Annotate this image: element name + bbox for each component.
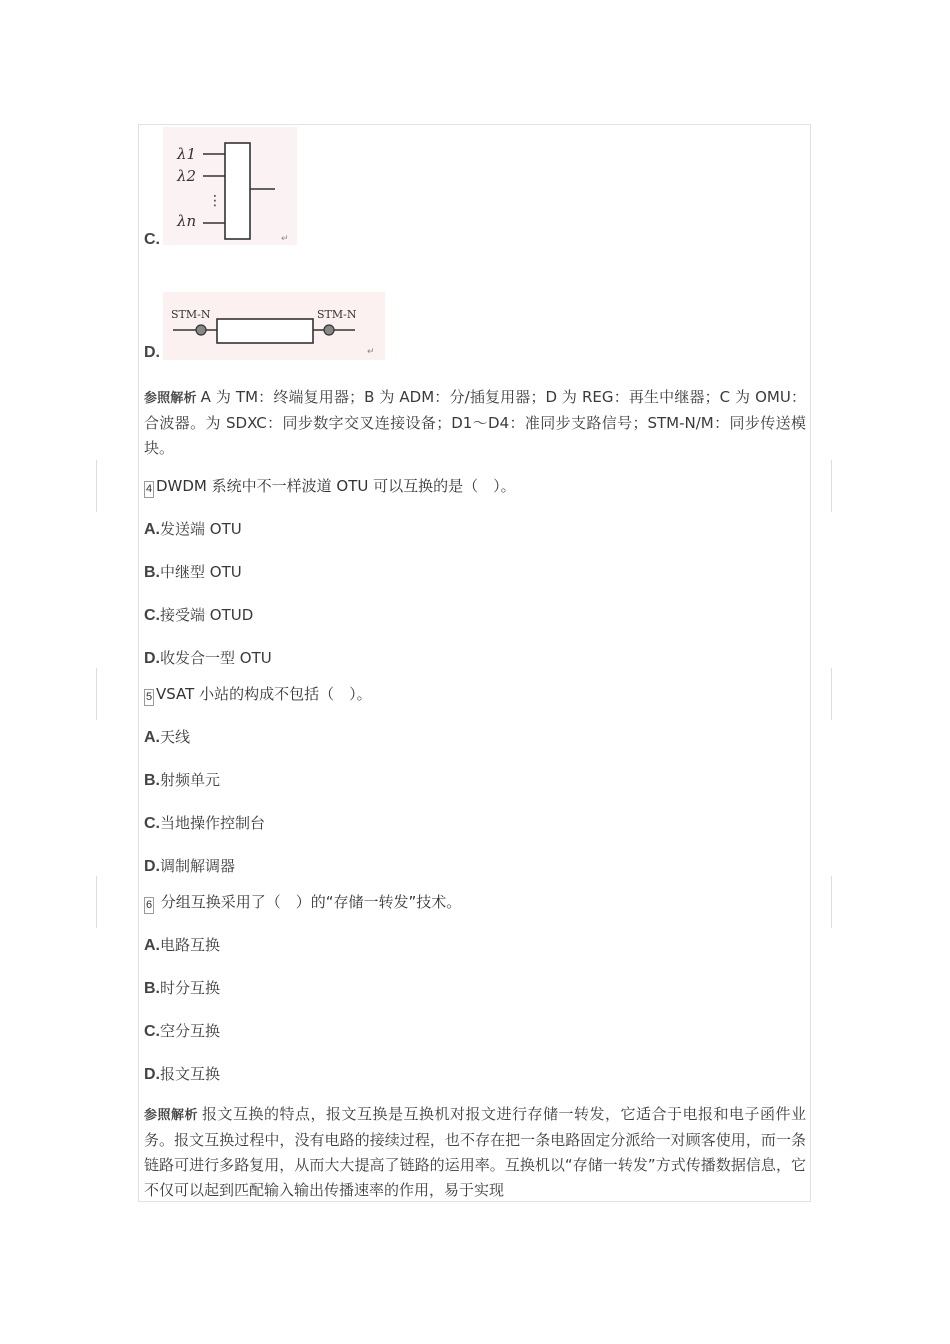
question-text: DWDM 系统中不一样波道 OTU 可以互换的是（ ）。 <box>156 477 516 495</box>
option-d-letter: D. <box>144 344 160 361</box>
explanation-label: 参照解析 <box>144 1108 198 1123</box>
q4-option-c[interactable]: C.接受端 OTUD <box>144 606 254 624</box>
vertical-dots: ⋮ <box>208 193 222 209</box>
side-mark <box>831 460 832 512</box>
side-mark <box>831 668 832 720</box>
side-mark <box>96 668 97 720</box>
q6-option-a[interactable]: A.电路互换 <box>144 936 221 954</box>
q5-option-d[interactable]: D.调制解调器 <box>144 857 236 875</box>
return-mark-icon: ↵ <box>281 234 289 244</box>
question-number: 6 <box>144 897 154 914</box>
q6-option-c[interactable]: C.空分互换 <box>144 1022 221 1040</box>
explanation-text: 报文互换的特点，报文互换是互换机对报文进行存储一转发，它适合于电报和电子函件业务。报文互换过程中，没有电路的接续过程，也不存在把一条电路固定分派给一对顾客使用，而一条链路可进行多路复用，从而大大提高了链路的运用率。互换机以“存储一转发”方式传播数据信息，它不仅可以起到匹配输入输出传播速率的作用，易于实现 <box>144 1105 806 1199</box>
question-text: VSAT 小站的构成不包括（ ）。 <box>156 685 372 703</box>
question-4 <box>144 475 516 498</box>
stm-n-left-label: STM-N <box>171 308 211 321</box>
option-c-letter: C. <box>144 231 160 248</box>
stm-n-right-label: STM-N <box>317 308 357 321</box>
lambda-2-label: λ2 <box>177 167 197 185</box>
lambda-1-label: λ1 <box>177 145 197 163</box>
return-mark-icon: ↵ <box>367 347 375 357</box>
q6-option-b[interactable]: B.时分互换 <box>144 979 221 997</box>
explanation-2 <box>144 1102 806 1200</box>
explanation-1 <box>144 385 806 461</box>
q4-option-d[interactable]: D.收发合一型 OTU <box>144 649 272 667</box>
question-6 <box>144 891 461 914</box>
question-number: 5 <box>144 689 154 706</box>
side-mark <box>96 460 97 512</box>
explanation-text: A 为 TM：终端复用器；B 为 ADM：分/插复用器；D 为 REG：再生中继器；C 为 OMU：合波器。为 SDXC：同步数字交叉连接设备；D1～D4：准同步支路信号；STM-N/M：同步传送模块。 <box>144 388 806 457</box>
q6-option-d[interactable]: D.报文互换 <box>144 1065 221 1083</box>
question-text: 分组互换采用了（ ）的“存储一转发”技术。 <box>156 893 462 911</box>
question-5 <box>144 683 372 706</box>
q5-option-c[interactable]: C.当地操作控制台 <box>144 814 266 832</box>
question-number: 4 <box>144 481 154 498</box>
side-mark <box>831 876 832 928</box>
q5-option-b[interactable]: B.射频单元 <box>144 771 221 789</box>
q4-option-a[interactable]: A.发送端 OTU <box>144 520 242 538</box>
q5-option-a[interactable]: A.天线 <box>144 728 191 746</box>
regenerator-diagram <box>163 292 385 360</box>
lambda-n-label: λn <box>177 212 197 230</box>
q4-option-b[interactable]: B.中继型 OTU <box>144 563 242 581</box>
side-mark <box>96 876 97 928</box>
explanation-label: 参照解析 <box>144 391 197 406</box>
multiplexer-diagram <box>163 127 297 245</box>
